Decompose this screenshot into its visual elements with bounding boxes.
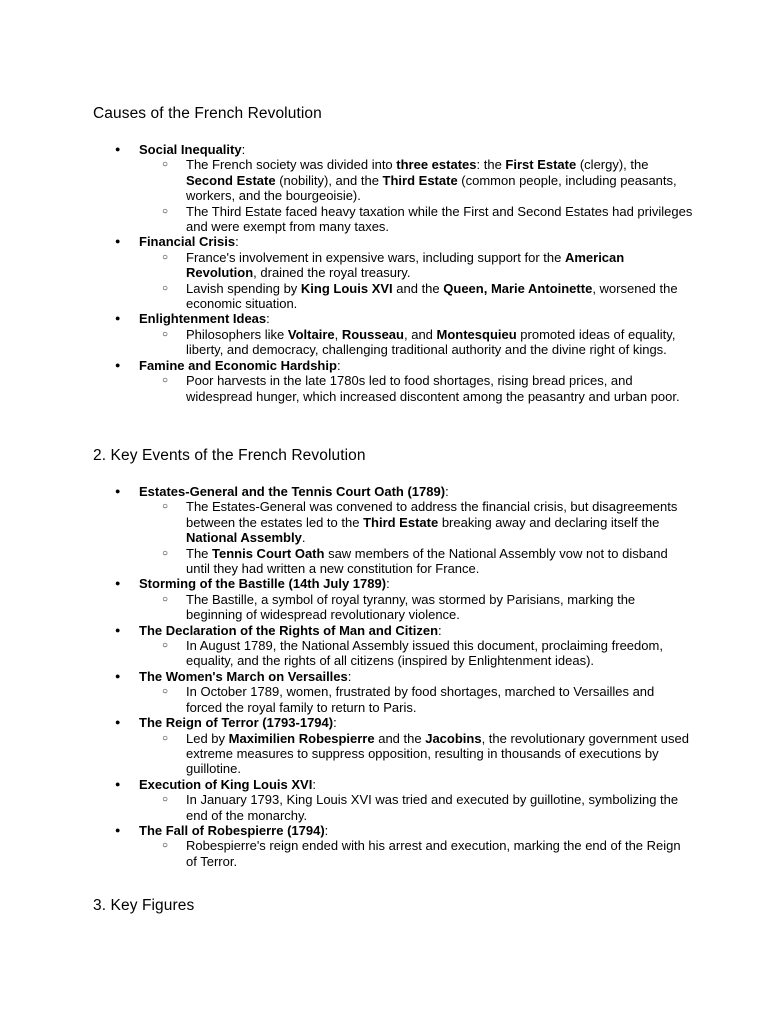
bold-term: King Louis XVI	[300, 280, 393, 296]
sub-bullet-list	[139, 499, 693, 576]
bold-term: Third Estate	[382, 172, 458, 188]
bullet-item: ● Famine and Economic Hardship: ○ Poor harvests in the late 1780s led to food shortages, rising bread prices, and widespread hunger, which increased discontent among the peasantry and urban poor.	[93, 358, 693, 404]
sub-bullet-item: ○ France's involvement in expensive wars, including support for the American Revolution, drained the royal treasury.	[139, 250, 693, 281]
sub-bullet-item: ○ In January 1793, King Louis XVI was tried and executed by guillotine, symbolizing the end of the monarchy.	[139, 792, 693, 823]
bold-term: Third Estate	[363, 514, 439, 530]
bold-term: Rousseau	[341, 326, 404, 342]
bullet-title: Storming of the Bastille (14th July 1789)	[139, 576, 387, 592]
sub-bullet-list	[139, 838, 693, 869]
bullet-title: Execution of King Louis XVI	[139, 776, 313, 792]
bold-term: three estates	[396, 157, 477, 173]
sub-bullet-item: ○ The Estates-General was convened to address the financial crisis, but disagreements between the estates led to the Third Estate breaking away and declaring itself the National Assembly.	[139, 499, 693, 545]
section-heading: 2. Key Events of the French Revolution	[93, 447, 366, 464]
bold-term: Queen, Marie Antoinette	[443, 280, 593, 296]
bullet-title: Estates-General and the Tennis Court Oath (1789)	[139, 484, 446, 499]
sub-bullet-list	[139, 250, 693, 312]
bullet-item: ● Enlightenment Ideas: ○ Philosophers like Voltaire, Rousseau, and Montesquieu promoted ideas of equality, liberty, and democracy, challenging traditional authority and the divine right of kings.	[93, 311, 693, 357]
bold-term: Voltaire	[287, 326, 335, 342]
section-key-events	[93, 446, 693, 869]
sub-bullet-item: ○ The Third Estate faced heavy taxation while the First and Second Estates had privileges and were exempt from many taxes.	[139, 204, 693, 235]
sub-bullet-list	[139, 373, 693, 404]
sub-bullet-item: ○ The French society was divided into three estates: the First Estate (clergy), the Second Estate (nobility), and the Third Estate (common people, including peasants, workers, and the bourgeoisie).	[139, 157, 693, 203]
bullet-title: Financial Crisis	[139, 234, 236, 250]
bullet-title: The Fall of Robespierre (1794)	[139, 822, 325, 838]
sub-bullet-list	[139, 157, 693, 234]
bullet-item: ● Financial Crisis: ○ France's involvement in expensive wars, including support for the American Revolution, drained the royal treasury. ○ Lavish spending by King Louis XVI and the Queen, Marie Antoinette, worsened the economic situation.	[93, 234, 693, 311]
bold-term: Tennis Court Oath	[212, 545, 325, 561]
bold-term: Maximilien Robespierre	[228, 730, 375, 746]
bullet-title: The Declaration of the Rights of Man and Citizen	[139, 622, 439, 638]
bullet-title: The Women's March on Versailles	[139, 668, 348, 684]
sub-bullet-item: ○ In October 1789, women, frustrated by food shortages, marched to Versailles and forced the royal family to return to Paris.	[139, 684, 693, 715]
bullet-item: ● Storming of the Bastille (14th July 1789): ○ The Bastille, a symbol of royal tyranny, was stormed by Parisians, marking the beginning of widespread revolutionary violence.	[93, 576, 693, 622]
sub-bullet-item: ○ Led by Maximilien Robespierre and the Jacobins, the revolutionary government used extreme measures to suppress opposition, resulting in thousands of executions by guillotine.	[139, 731, 693, 777]
bullet-item: ● Social Inequality: ○ The French society was divided into three estates: the First Estate (clergy), the Second Estate (nobility), and the Third Estate (common people, including peasants, workers, and the bourgeoisie). ○ The Third Estate faced heavy taxation while the First and Second Estates had privileges and were exempt from many taxes.	[93, 142, 693, 234]
bold-term: American Revolution	[186, 249, 625, 281]
section-causes	[93, 104, 693, 404]
sub-bullet-list	[139, 792, 693, 823]
bold-term: First Estate	[505, 157, 577, 173]
bold-term: National Assembly	[186, 530, 302, 546]
sub-bullet-item: ○ Robespierre's reign ended with his arrest and execution, marking the end of the Reign of Terror.	[139, 838, 693, 869]
bullet-item: ● The Women's March on Versailles: ○ In October 1789, women, frustrated by food shortages, marched to Versailles and forced the royal family to return to Paris.	[93, 669, 693, 715]
sub-bullet-list	[139, 731, 693, 777]
bullet-title: The Reign of Terror (1793-1794)	[139, 715, 334, 731]
sub-bullet-list	[139, 592, 693, 623]
sub-bullet-item: ○ The Tennis Court Oath saw members of the National Assembly vow not to disband until they had written a new constitution for France.	[139, 546, 693, 577]
sub-bullet-item: ○ Lavish spending by King Louis XVI and the Queen, Marie Antoinette, worsened the economic situation.	[139, 281, 693, 312]
bullet-item: ● Execution of King Louis XVI: ○ In January 1793, King Louis XVI was tried and executed by guillotine, symbolizing the end of the monarchy.	[93, 777, 693, 823]
section-key-figures	[93, 896, 693, 916]
sub-bullet-list	[139, 327, 693, 358]
bullet-item: ● Estates-General and the Tennis Court Oath (1789): ○ The Estates-General was convened to address the financial crisis, but disagreements between the estates led to the Third Estate breaking away and declaring itself the National Assembly. ○ The Tennis Court Oath saw members of the National Assembly vow not to disband until they had written a new constitution for France.	[93, 484, 693, 576]
bullet-title: Social Inequality	[139, 142, 242, 157]
sub-bullet-list	[139, 638, 693, 669]
bullet-item: ● The Reign of Terror (1793-1794): ○ Led by Maximilien Robespierre and the Jacobins, the revolutionary government used extreme measures to suppress opposition, resulting in thousands of executions by guillotine.	[93, 715, 693, 777]
bullet-title: Enlightenment Ideas	[139, 311, 267, 327]
section-heading: 3. Key Figures	[93, 897, 195, 914]
bold-term: Montesquieu	[436, 326, 517, 342]
sub-bullet-item: ○ Poor harvests in the late 1780s led to food shortages, rising bread prices, and widespread hunger, which increased discontent among the peasantry and urban poor.	[139, 373, 693, 404]
sub-bullet-item: ○ The Bastille, a symbol of royal tyranny, was stormed by Parisians, marking the beginning of widespread revolutionary violence.	[139, 592, 693, 623]
bullet-item: ● The Fall of Robespierre (1794): ○ Robespierre's reign ended with his arrest and execution, marking the end of the Reign of Terror.	[93, 823, 693, 869]
bold-term: Second Estate	[186, 172, 276, 188]
bold-term: Jacobins	[425, 730, 482, 746]
sub-bullet-item: ○ In August 1789, the National Assembly issued this document, proclaiming freedom, equality, and the rights of all citizens (inspired by Enlightenment ideas).	[139, 638, 693, 669]
bullet-title: Famine and Economic Hardship	[139, 357, 337, 373]
bullet-item: ● The Declaration of the Rights of Man and Citizen: ○ In August 1789, the National Assembly issued this document, proclaiming freedom, equality, and the rights of all citizens (inspired by Enlightenment ideas).	[93, 623, 693, 669]
sub-bullet-list	[139, 684, 693, 715]
section-heading: Causes of the French Revolution	[93, 105, 322, 122]
bullet-list	[93, 142, 693, 404]
sub-bullet-item: ○ Philosophers like Voltaire, Rousseau, and Montesquieu promoted ideas of equality, liberty, and democracy, challenging traditional authority and the divine right of kings.	[139, 327, 693, 358]
bullet-list	[93, 484, 693, 869]
